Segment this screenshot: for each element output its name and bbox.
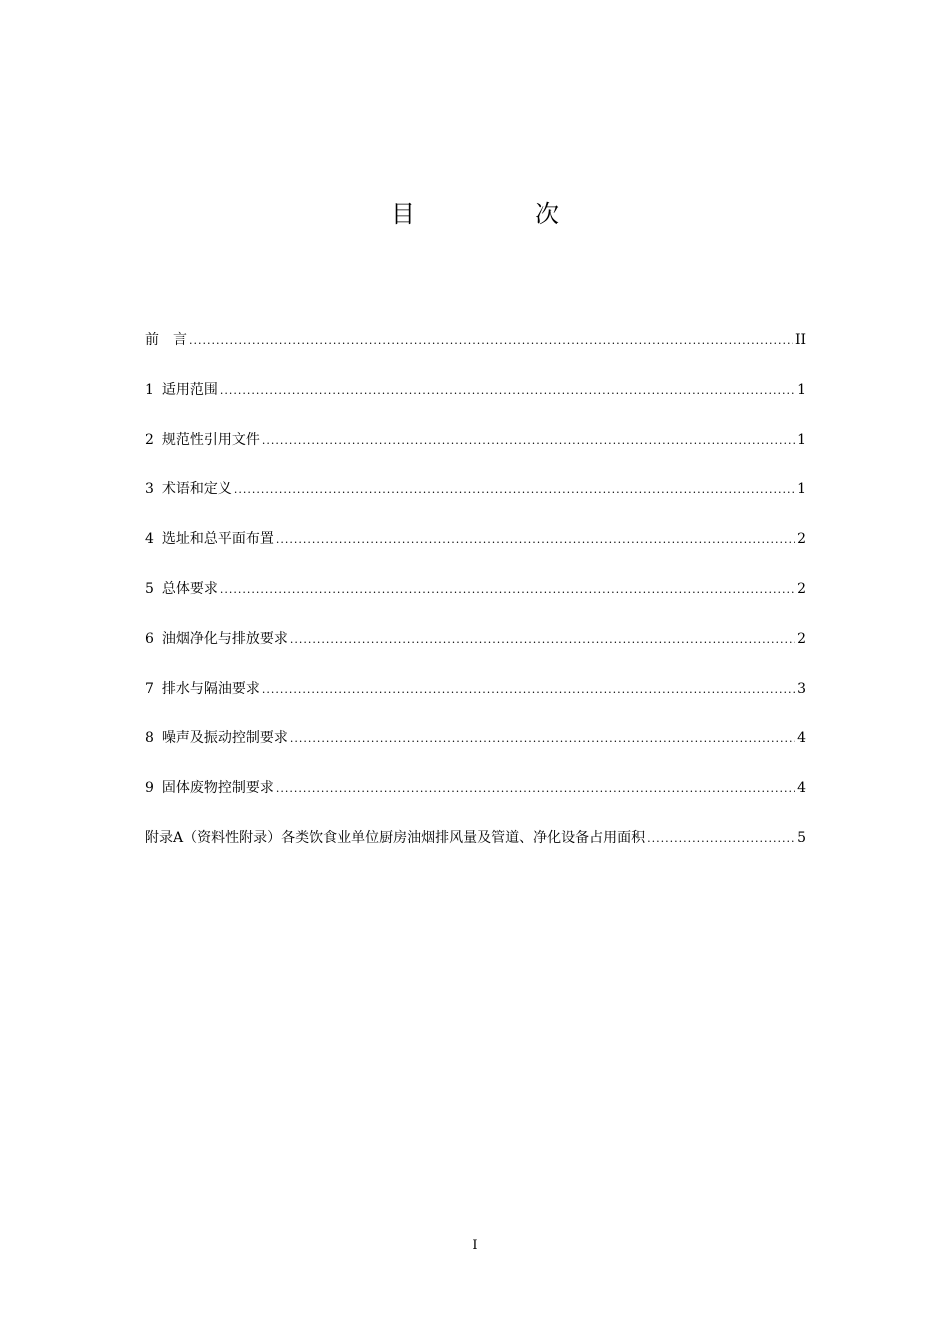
toc-entry-2[interactable]	[145, 428, 806, 478]
toc-page-number: 3	[797, 680, 806, 697]
toc-entry-3[interactable]	[145, 477, 806, 527]
toc-entry-label: 前 言	[145, 332, 187, 348]
toc-page-number: 2	[797, 630, 806, 647]
toc-section-title: 选址和总平面布置	[161, 531, 274, 548]
toc-entry-7[interactable]	[145, 677, 806, 727]
toc-dot-leader	[262, 678, 795, 702]
toc-dot-leader	[234, 478, 795, 502]
table-of-contents	[145, 328, 806, 876]
toc-entry-label	[145, 726, 288, 750]
toc-entry-4[interactable]	[145, 527, 806, 577]
toc-page-number: II	[794, 332, 806, 348]
toc-page-number: 2	[797, 580, 806, 597]
toc-page-number: 1	[797, 481, 806, 498]
toc-section-number: 4	[145, 531, 154, 548]
toc-section-title: 适用范围	[161, 381, 218, 398]
toc-dot-leader	[276, 777, 795, 801]
toc-section-number: 5	[145, 580, 154, 597]
toc-section-title: 术语和定义	[161, 481, 232, 498]
toc-entry-9[interactable]	[145, 776, 806, 826]
toc-entry-preface[interactable]	[145, 328, 806, 378]
toc-section-title: 总体要求	[161, 580, 218, 597]
toc-section-number: 6	[145, 630, 154, 647]
toc-entry-1[interactable]	[145, 378, 806, 428]
toc-section-title: 噪声及振动控制要求	[161, 730, 288, 747]
toc-section-number: 2	[145, 431, 154, 448]
toc-section-number: 1	[145, 381, 154, 398]
toc-section-title: 固体废物控制要求	[161, 780, 274, 797]
toc-dot-leader	[220, 379, 795, 403]
toc-page-number: 4	[797, 730, 806, 747]
toc-entry-label: 附录A（资料性附录）各类饮食业单位厨房油烟排风量及管道、净化设备占用面积	[145, 829, 646, 846]
toc-entry-label	[145, 527, 274, 551]
toc-entry-label	[145, 577, 218, 601]
toc-entry-label	[145, 378, 218, 402]
toc-entry-label	[145, 428, 260, 452]
toc-entry-label	[145, 477, 232, 501]
toc-entry-5[interactable]	[145, 577, 806, 627]
toc-entry-label	[145, 627, 288, 651]
toc-page-number: 1	[797, 381, 806, 398]
toc-section-number: 3	[145, 481, 154, 498]
toc-section-number: 8	[145, 730, 154, 747]
toc-section-number: 7	[145, 680, 154, 697]
page-title: 目 次	[391, 200, 607, 228]
toc-page-number: 5	[797, 829, 806, 846]
toc-section-number: 9	[145, 780, 154, 797]
toc-entry-8[interactable]	[145, 726, 806, 776]
toc-dot-leader	[290, 628, 795, 652]
toc-section-title: 规范性引用文件	[161, 431, 260, 448]
toc-dot-leader	[189, 329, 793, 353]
toc-dot-leader	[290, 727, 795, 751]
toc-dot-leader	[262, 429, 795, 453]
toc-dot-leader	[220, 578, 795, 602]
toc-page-number: 4	[797, 780, 806, 797]
toc-entry-label	[145, 776, 274, 800]
toc-entry-6[interactable]	[145, 627, 806, 677]
footer-page-number: I	[472, 1238, 478, 1253]
toc-section-title: 排水与隔油要求	[161, 680, 260, 697]
toc-page-number: 1	[797, 431, 806, 448]
toc-entry-label	[145, 677, 260, 701]
toc-page-number: 2	[797, 531, 806, 548]
toc-entry-appendix-a[interactable]	[145, 826, 806, 876]
toc-dot-leader	[647, 827, 795, 851]
toc-section-title: 油烟净化与排放要求	[161, 630, 288, 647]
toc-dot-leader	[276, 528, 795, 552]
